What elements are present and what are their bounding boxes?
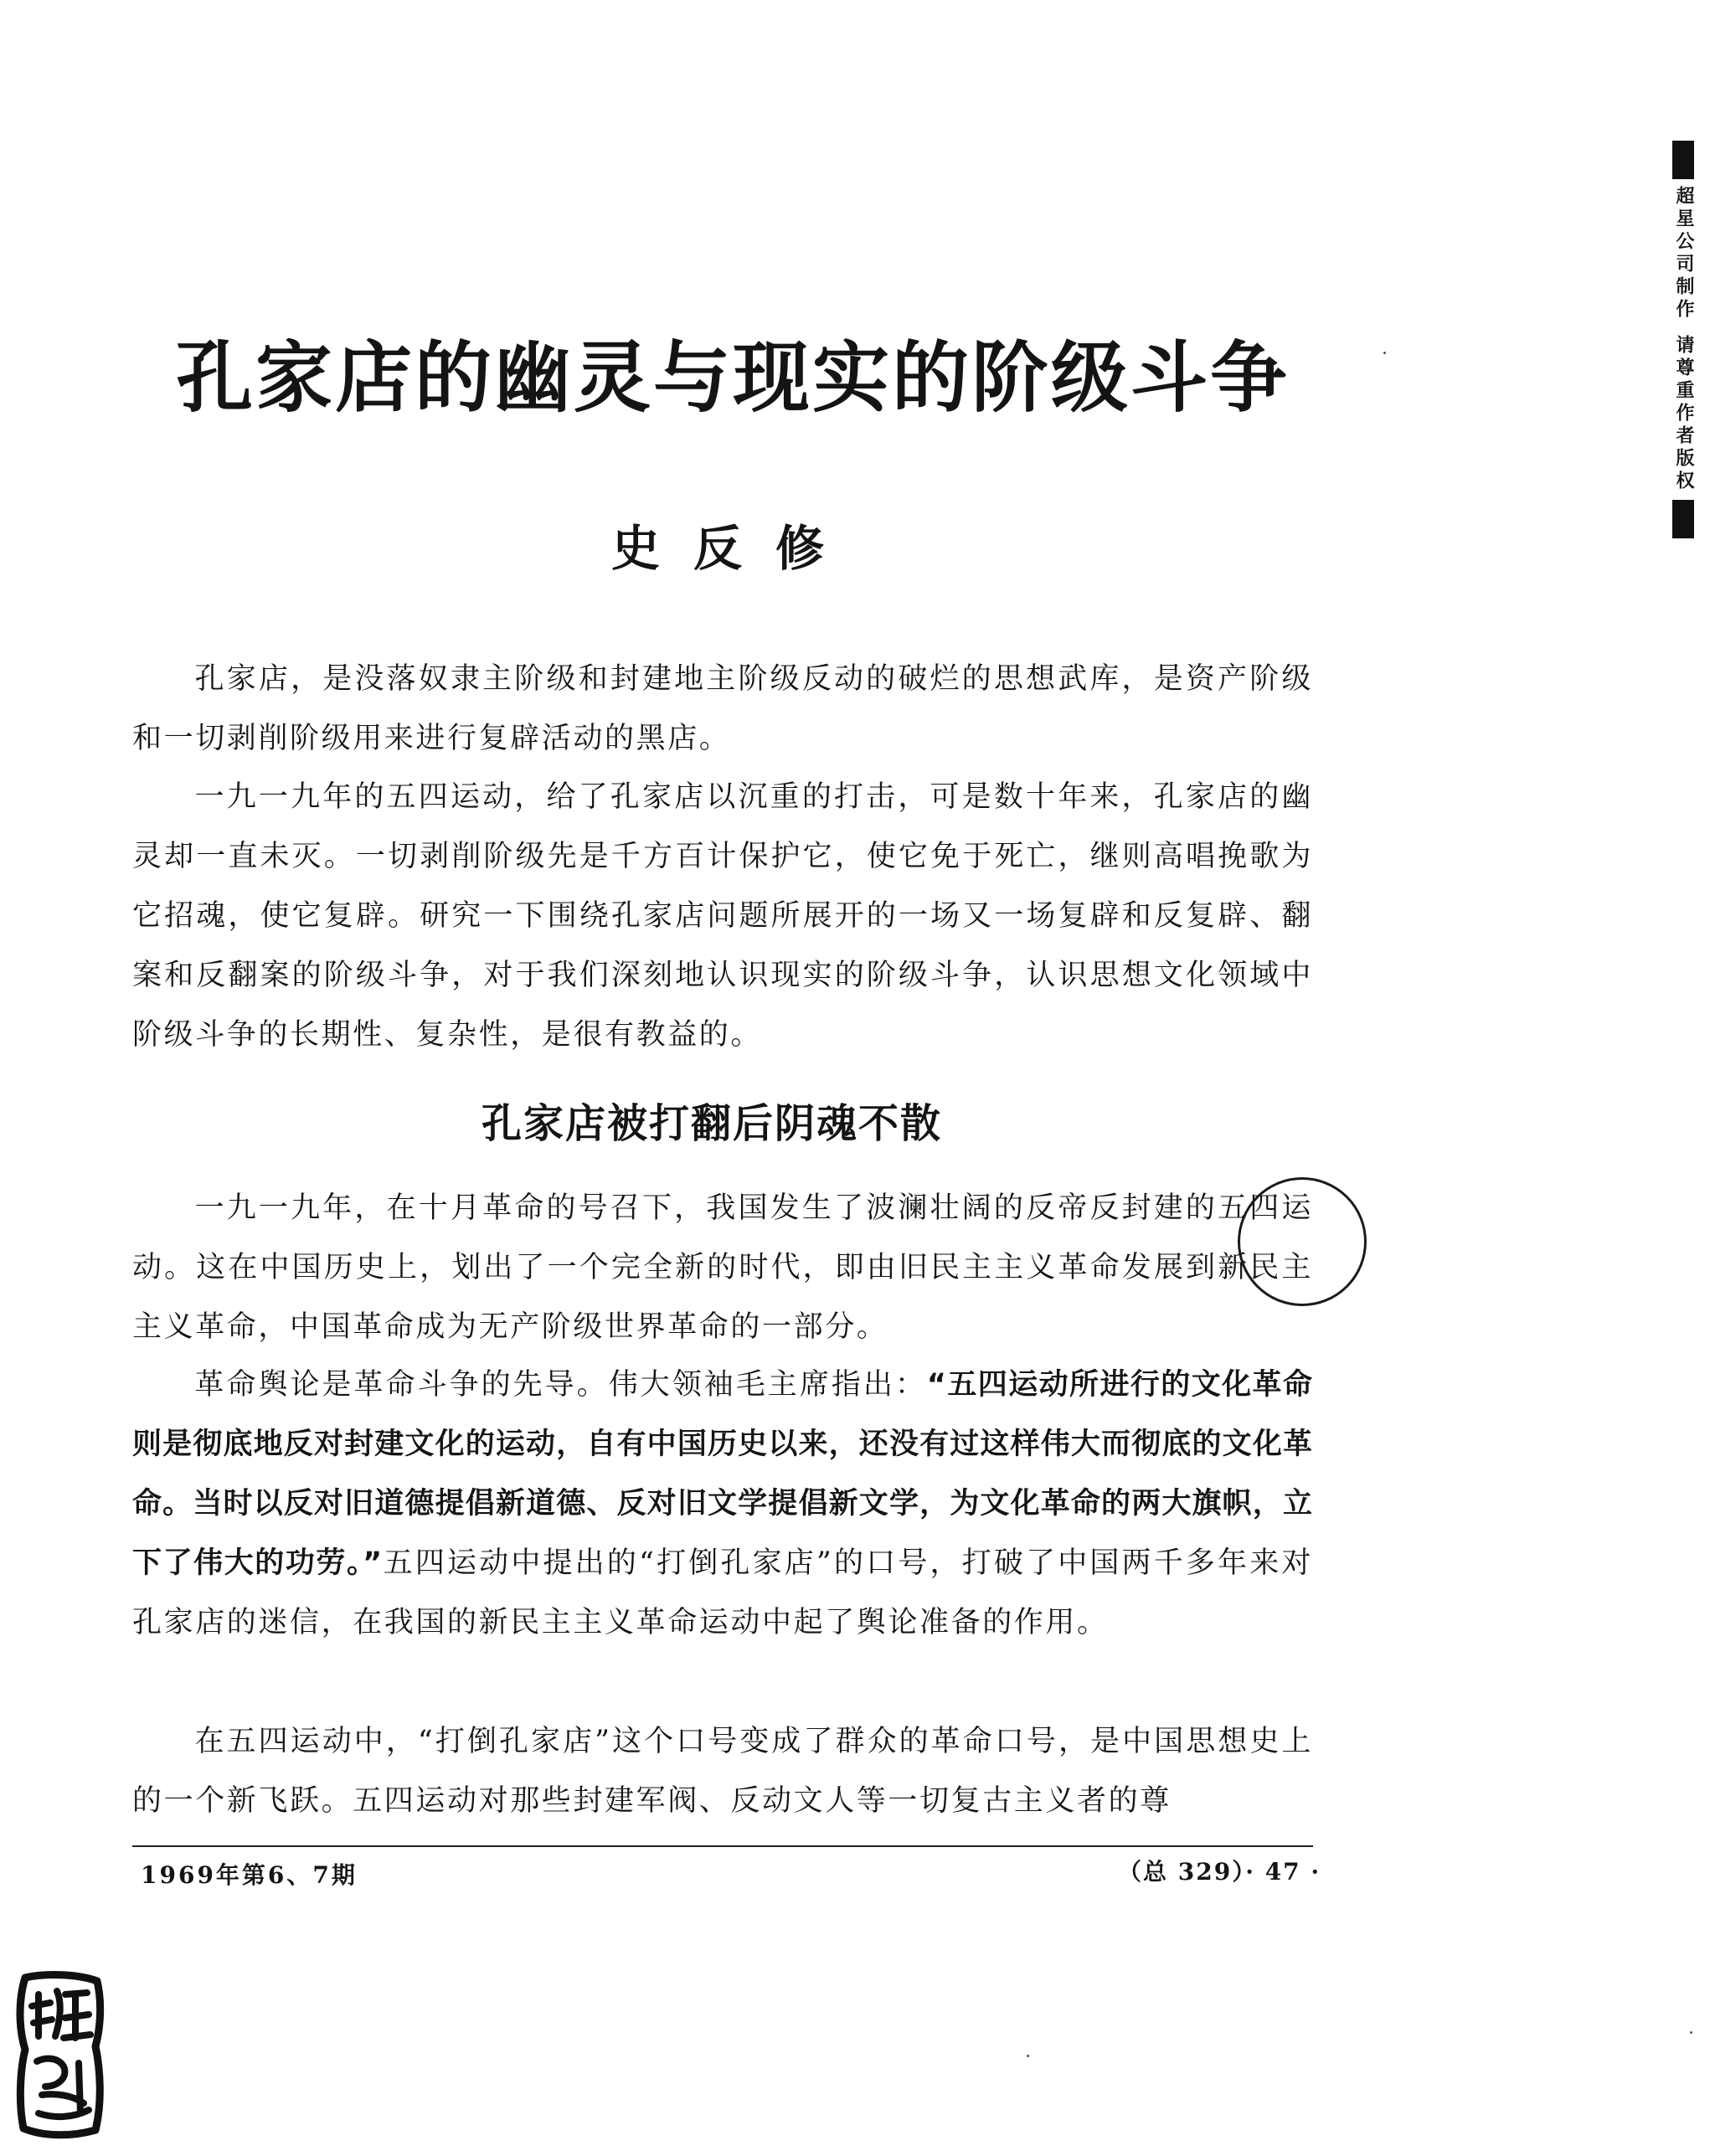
footer-issue: 1969年第6、7期 bbox=[141, 1861, 358, 1889]
paragraph-tail-text: 五四运动中提出的“打倒孔家店”的口号，打破了中国两千多年来对孔家店的迷信，在我国的新民主主义革命运动中起了舆论准备的作用。 bbox=[132, 1546, 1313, 1639]
section-heading: 孔家店被打翻后阴魂不散 bbox=[482, 1100, 943, 1147]
handwritten-circle-mark bbox=[1238, 1177, 1367, 1306]
paragraph-slogan bbox=[132, 1712, 1313, 1831]
article-author: 史反修 bbox=[611, 520, 858, 577]
paragraph-text: 一九一九年，在十月革命的号召下，我国发生了波澜壮阔的反帝反封建的五四运动。这在中国历史上，划出了一个完全新的时代，即由旧民主主义革命发展到新民主主义革命，中国革命成为无产阶级世界革命的一部分。 bbox=[132, 1191, 1313, 1344]
scan-speck bbox=[1027, 2055, 1029, 2057]
strip-top-bar bbox=[1672, 141, 1694, 179]
seal-stamp-icon bbox=[13, 1969, 107, 2141]
watermark-line-1: 超星公司制作 bbox=[1673, 186, 1694, 322]
paragraph-intro bbox=[132, 650, 1313, 769]
strip-bottom-bar bbox=[1672, 500, 1694, 538]
chairman-quotation: “五四运动所进行的文化革命则是彻底地反对封建文化的运动，自有中国历史以来，还没有过这样伟大而彻底的文化革命。当时以反对旧道德提倡新道德、反对旧文学提倡新文学，为文化革命的两大旗帜，立下了伟大的功劳。” bbox=[132, 1368, 1313, 1580]
paragraph-history bbox=[132, 768, 1313, 1065]
scan-speck bbox=[1690, 2031, 1692, 2034]
paragraph-quotation bbox=[132, 1356, 1313, 1653]
paragraph-text: 在五四运动中，“打倒孔家店”这个口号变成了群众的革命口号，是中国思想史上的一个新飞跃。五四运动对那些封建军阀、反动文人等一切复古主义者的尊 bbox=[132, 1725, 1313, 1818]
paragraph-text: 一九一九年的五四运动，给了孔家店以沉重的打击，可是数十年来，孔家店的幽灵却一直未灭。一切剥削阶级先是千方百计保护它，使它免于死亡，继则高唱挽歌为它招魂，使它复辟。研究一下围绕孔家店问题所展开的一场又一场复辟和反复辟、翻案和反翻案的阶级斗争，对于我们深刻地认识现实的阶级斗争，认识思想文化领域中阶级斗争的长期性、复杂性，是很有教益的。 bbox=[132, 780, 1313, 1052]
copyright-watermark bbox=[1666, 141, 1700, 538]
footer-page-number: （总 329）· 47 · bbox=[1118, 1858, 1321, 1886]
paragraph-lead-text: 革命舆论是革命斗争的先导。伟大领袖毛主席指出： bbox=[194, 1368, 927, 1402]
article-title: 孔家店的幽灵与现实的阶级斗争 bbox=[176, 333, 1290, 423]
footer-divider bbox=[132, 1845, 1313, 1847]
scan-speck bbox=[1383, 352, 1386, 354]
watermark-line-2: 请尊重作者版权 bbox=[1673, 335, 1694, 493]
paragraph-may-fourth bbox=[132, 1179, 1313, 1357]
paragraph-text: 孔家店，是没落奴隶主阶级和封建地主阶级反动的破烂的思想武库，是资产阶级和一切剥削阶级用来进行复辟活动的黑店。 bbox=[132, 662, 1313, 755]
